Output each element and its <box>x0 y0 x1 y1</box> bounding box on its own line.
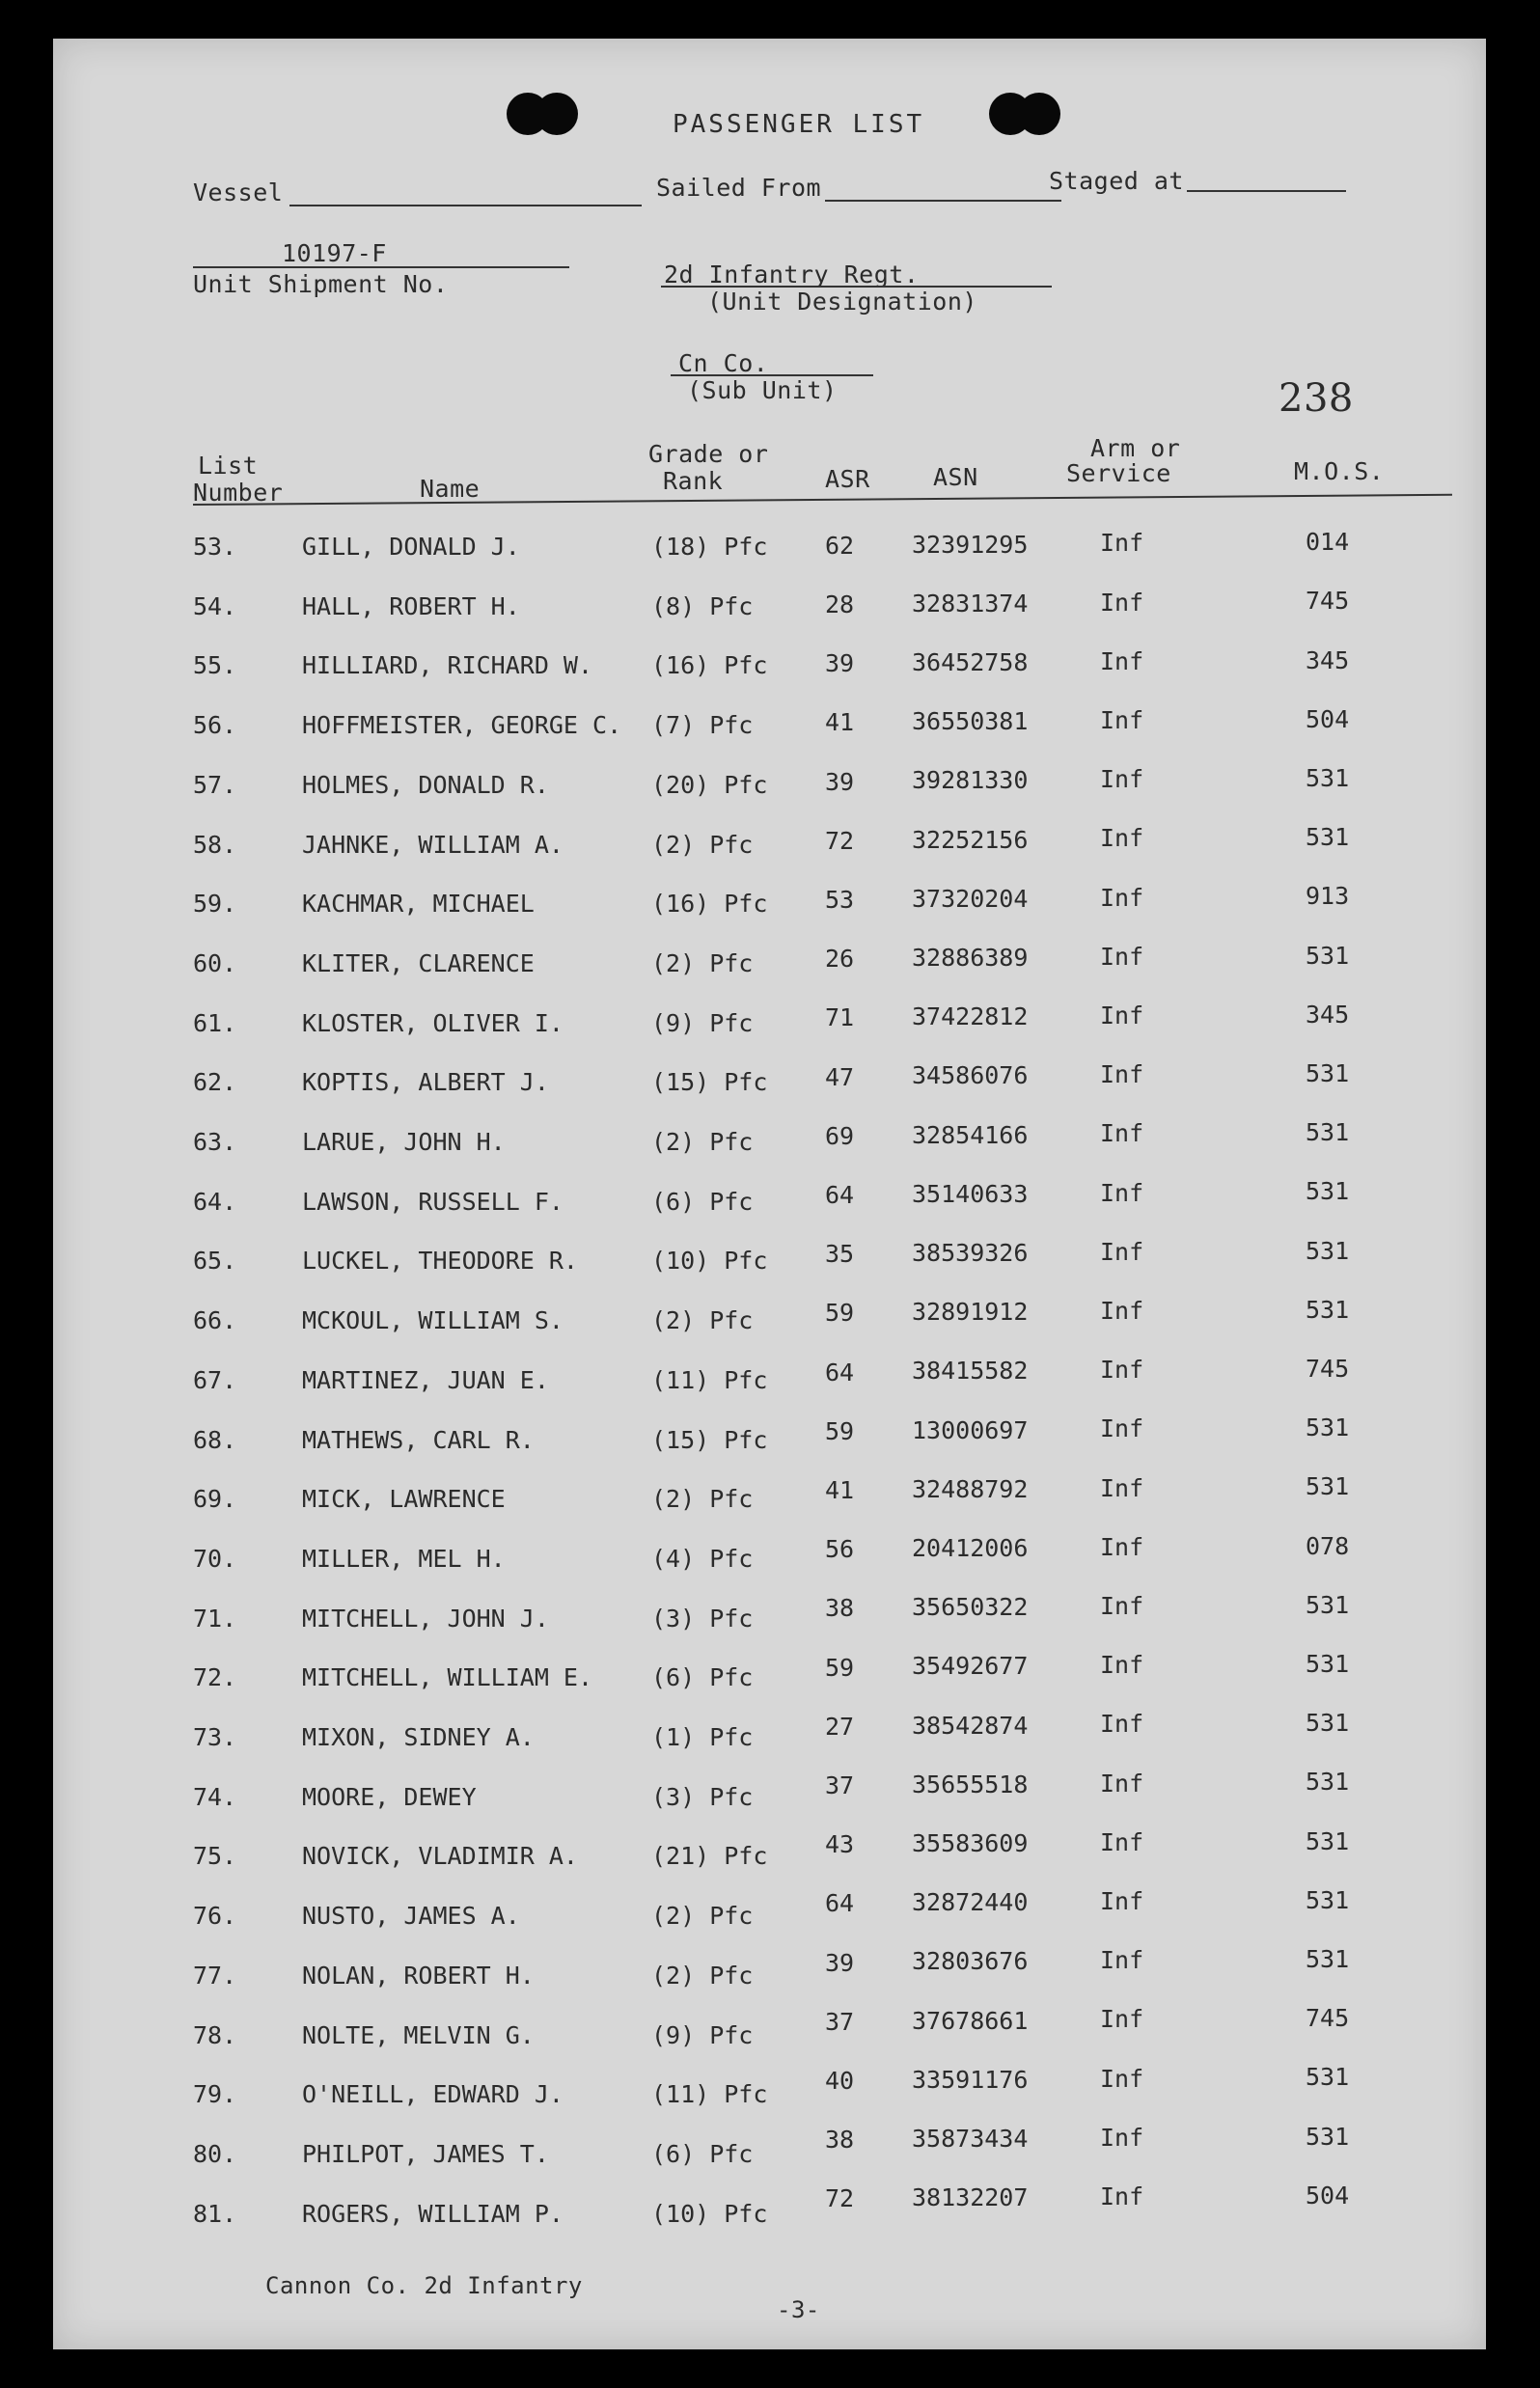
list-number: 66. <box>193 1306 237 1335</box>
passenger-name: HALL, ROBERT H. <box>302 591 520 620</box>
asr-score: 72 <box>825 826 855 855</box>
arm-service: Inf <box>1100 1473 1144 1502</box>
serial-number: 32803676 <box>912 1947 1029 1976</box>
mos-code: 531 <box>1306 1945 1350 1973</box>
mos-code: 531 <box>1306 1118 1350 1147</box>
col-asn: ASN <box>933 463 978 491</box>
list-number: 64. <box>193 1187 237 1216</box>
table-row <box>53 1059 1486 1107</box>
list-number: 76. <box>193 1902 237 1931</box>
mos-code: 504 <box>1306 2181 1350 2210</box>
list-number: 62. <box>193 1068 237 1097</box>
arm-service: Inf <box>1100 529 1144 558</box>
grade-rank: (4) Pfc <box>651 1544 754 1573</box>
mos-code: 745 <box>1306 1355 1350 1383</box>
passenger-name: HOLMES, DONALD R. <box>302 770 549 799</box>
table-row <box>53 941 1486 988</box>
arm-service: Inf <box>1100 1237 1144 1266</box>
grade-rank: (9) Pfc <box>651 2020 754 2049</box>
mos-code: 531 <box>1306 1177 1350 1206</box>
passenger-name: HILLIARD, RICHARD W. <box>302 651 593 680</box>
list-number: 81. <box>193 2199 237 2228</box>
asr-score: 27 <box>825 1712 855 1741</box>
arm-service: Inf <box>1100 765 1144 794</box>
list-number: 63. <box>193 1128 237 1156</box>
sailed-from-label: Sailed From <box>656 174 822 202</box>
col-grade-2: Rank <box>663 467 724 495</box>
grade-rank: (2) Pfc <box>651 948 754 977</box>
arm-service: Inf <box>1100 2182 1144 2210</box>
asr-score: 38 <box>825 1594 855 1623</box>
table-row <box>53 1885 1486 1940</box>
asr-score: 40 <box>825 2067 855 2095</box>
table-row <box>53 2181 1486 2238</box>
grade-rank: (8) Pfc <box>651 591 754 620</box>
grade-rank: (11) Pfc <box>651 2080 768 2109</box>
arm-service: Inf <box>1100 824 1144 853</box>
list-number: 56. <box>193 711 237 740</box>
table-row <box>53 764 1486 810</box>
grade-rank: (6) Pfc <box>651 1187 754 1216</box>
grade-rank: (11) Pfc <box>651 1365 768 1394</box>
asr-score: 28 <box>825 590 855 618</box>
passenger-name: MOORE, DEWEY <box>302 1782 477 1811</box>
asr-score: 69 <box>825 1121 855 1150</box>
list-number: 74. <box>193 1782 237 1811</box>
document-title: PASSENGER LIST <box>673 110 925 139</box>
list-number: 73. <box>193 1723 237 1751</box>
serial-number: 35873434 <box>912 2125 1029 2153</box>
passenger-list-page <box>53 39 1486 2349</box>
arm-service: Inf <box>1100 1060 1144 1089</box>
grade-rank: (6) Pfc <box>651 1663 754 1692</box>
passenger-name: MCKOUL, WILLIAM S. <box>302 1306 564 1335</box>
table-row <box>53 1414 1486 1465</box>
unit-shipment-line <box>193 266 569 268</box>
grade-rank: (2) Pfc <box>651 1306 754 1335</box>
grade-rank: (9) Pfc <box>651 1008 754 1037</box>
mos-code: 531 <box>1306 823 1350 852</box>
arm-service: Inf <box>1100 1887 1144 1915</box>
arm-service: Inf <box>1100 942 1144 971</box>
passenger-name: NOLTE, MELVIN G. <box>302 2020 535 2049</box>
list-number: 80. <box>193 2139 237 2168</box>
serial-number: 36550381 <box>912 707 1029 736</box>
arm-service: Inf <box>1100 1297 1144 1325</box>
table-row <box>53 2063 1486 2119</box>
passenger-name: LARUE, JOHN H. <box>302 1128 506 1156</box>
arm-service: Inf <box>1100 883 1144 912</box>
serial-number: 37678661 <box>912 2006 1029 2035</box>
asr-score: 72 <box>825 2184 855 2213</box>
serial-number: 32252156 <box>912 825 1029 854</box>
table-row <box>53 882 1486 928</box>
mos-code: 531 <box>1306 2122 1350 2151</box>
list-number: 67. <box>193 1365 237 1394</box>
serial-number: 32872440 <box>912 1888 1029 1917</box>
arm-service: Inf <box>1100 1119 1144 1148</box>
grade-rank: (2) Pfc <box>651 1128 754 1156</box>
serial-number: 32886389 <box>912 944 1029 972</box>
mos-code: 745 <box>1306 2004 1350 2033</box>
passenger-name: MICK, LAWRENCE <box>302 1485 506 1514</box>
mos-code: 913 <box>1306 882 1350 911</box>
asr-score: 41 <box>825 708 855 737</box>
table-row <box>53 1472 1486 1523</box>
mos-code: 745 <box>1306 587 1350 616</box>
grade-rank: (3) Pfc <box>651 1604 754 1633</box>
asr-score: 39 <box>825 649 855 678</box>
asr-score: 47 <box>825 1062 855 1091</box>
grade-rank: (2) Pfc <box>651 1902 754 1931</box>
grade-rank: (1) Pfc <box>651 1723 754 1751</box>
table-row <box>53 2122 1486 2179</box>
list-number: 70. <box>193 1544 237 1573</box>
col-list-number-1: List <box>198 452 259 480</box>
list-number: 55. <box>193 651 237 680</box>
asr-score: 26 <box>825 945 855 974</box>
serial-number: 35140633 <box>912 1179 1029 1208</box>
mos-code: 531 <box>1306 1472 1350 1501</box>
list-number: 71. <box>193 1604 237 1633</box>
asr-score: 53 <box>825 886 855 914</box>
staged-at-line <box>1187 190 1346 192</box>
footer-unit-note: Cannon Co. 2d Infantry <box>265 2272 583 2299</box>
table-row <box>53 823 1486 869</box>
mos-code: 531 <box>1306 764 1350 792</box>
asr-score: 59 <box>825 1299 855 1328</box>
passenger-name: JAHNKE, WILLIAM A. <box>302 830 564 859</box>
asr-score: 59 <box>825 1416 855 1445</box>
grade-rank: (15) Pfc <box>651 1425 768 1454</box>
grade-rank: (2) Pfc <box>651 1485 754 1514</box>
passenger-name: O'NEILL, EDWARD J. <box>302 2080 564 2109</box>
col-list-number-2: Number <box>193 479 284 507</box>
grade-rank: (16) Pfc <box>651 890 768 919</box>
arm-service: Inf <box>1100 1356 1144 1385</box>
passenger-name: GILL, DONALD J. <box>302 533 520 561</box>
serial-number: 38542874 <box>912 1711 1029 1740</box>
asr-score: 64 <box>825 1358 855 1386</box>
table-row <box>53 1826 1486 1880</box>
table-row <box>53 1118 1486 1167</box>
passenger-name: MITCHELL, WILLIAM E. <box>302 1663 593 1692</box>
table-row <box>53 587 1486 631</box>
mos-code: 531 <box>1306 1768 1350 1797</box>
passenger-name: KACHMAR, MICHAEL <box>302 890 535 919</box>
passenger-name: KLOSTER, OLIVER I. <box>302 1008 564 1037</box>
passenger-name: LAWSON, RUSSELL F. <box>302 1187 564 1216</box>
arm-service: Inf <box>1100 2064 1144 2093</box>
mos-code: 531 <box>1306 1650 1350 1678</box>
table-row <box>53 1531 1486 1583</box>
col-name: Name <box>420 475 481 503</box>
serial-number: 32891912 <box>912 1298 1029 1327</box>
list-number: 75. <box>193 1842 237 1871</box>
asr-score: 35 <box>825 1240 855 1269</box>
mos-code: 531 <box>1306 1295 1350 1324</box>
table-row <box>53 1177 1486 1226</box>
list-number: 68. <box>193 1425 237 1454</box>
passenger-name: KOPTIS, ALBERT J. <box>302 1068 549 1097</box>
table-row <box>53 645 1486 690</box>
arm-service: Inf <box>1100 1710 1144 1739</box>
serial-number: 38415582 <box>912 1357 1029 1386</box>
list-number: 79. <box>193 2080 237 2109</box>
list-number: 58. <box>193 830 237 859</box>
list-number: 61. <box>193 1008 237 1037</box>
table-row <box>53 1945 1486 2000</box>
col-arm-1: Arm or <box>1090 434 1181 462</box>
punch-hole-right-2 <box>1018 93 1060 135</box>
header-rule <box>193 494 1452 506</box>
table-row <box>53 1295 1486 1345</box>
serial-number: 38132207 <box>912 2183 1029 2212</box>
arm-service: Inf <box>1100 2123 1144 2152</box>
serial-number: 36452758 <box>912 648 1029 676</box>
col-arm-2: Service <box>1066 459 1171 487</box>
passenger-name: MILLER, MEL H. <box>302 1544 506 1573</box>
mos-code: 531 <box>1306 1414 1350 1442</box>
grade-rank: (18) Pfc <box>651 533 768 561</box>
grade-rank: (21) Pfc <box>651 1842 768 1871</box>
unit-designation: 2d Infantry Regt. <box>664 261 920 288</box>
list-number: 69. <box>193 1485 237 1514</box>
passenger-name: MATHEWS, CARL R. <box>302 1425 535 1454</box>
grade-rank: (20) Pfc <box>651 770 768 799</box>
arm-service: Inf <box>1100 706 1144 734</box>
serial-number: 39281330 <box>912 766 1029 795</box>
mos-code: 531 <box>1306 1236 1350 1265</box>
asr-score: 39 <box>825 767 855 796</box>
passenger-name: ROGERS, WILLIAM P. <box>302 2199 564 2228</box>
arm-service: Inf <box>1100 1178 1144 1207</box>
sub-unit: Cn Co. <box>678 349 769 377</box>
asr-score: 37 <box>825 1771 855 1799</box>
grade-rank: (6) Pfc <box>651 2139 754 2168</box>
passenger-name: NOVICK, VLADIMIR A. <box>302 1842 578 1871</box>
serial-number: 35650322 <box>912 1593 1029 1622</box>
mos-code: 014 <box>1306 528 1350 557</box>
arm-service: Inf <box>1100 1532 1144 1561</box>
mos-code: 345 <box>1306 645 1350 674</box>
col-asr: ASR <box>825 465 870 493</box>
grade-rank: (15) Pfc <box>651 1068 768 1097</box>
sub-unit-label: (Sub Unit) <box>687 376 838 404</box>
staged-at-label: Staged at <box>1049 167 1184 195</box>
list-number: 59. <box>193 890 237 919</box>
grade-rank: (3) Pfc <box>651 1782 754 1811</box>
serial-number: 35583609 <box>912 1829 1029 1857</box>
passenger-name: PHILPOT, JAMES T. <box>302 2139 549 2168</box>
list-number: 57. <box>193 770 237 799</box>
serial-number: 38539326 <box>912 1239 1029 1267</box>
grade-rank: (2) Pfc <box>651 1961 754 1990</box>
mos-code: 531 <box>1306 941 1350 970</box>
serial-number: 37320204 <box>912 884 1029 913</box>
passenger-name: NUSTO, JAMES A. <box>302 1902 520 1931</box>
serial-number: 32831374 <box>912 589 1029 618</box>
list-number: 54. <box>193 591 237 620</box>
grade-rank: (16) Pfc <box>651 651 768 680</box>
asr-score: 62 <box>825 531 855 560</box>
serial-number: 13000697 <box>912 1415 1029 1444</box>
table-row <box>53 704 1486 750</box>
vessel-line <box>289 205 642 206</box>
page-stamp: 238 <box>1279 376 1354 421</box>
asr-score: 71 <box>825 1003 855 1032</box>
table-row <box>53 1355 1486 1405</box>
vessel-label: Vessel <box>193 178 284 206</box>
arm-service: Inf <box>1100 1827 1144 1856</box>
mos-code: 531 <box>1306 2063 1350 2092</box>
arm-service: Inf <box>1100 2005 1144 2034</box>
mos-code: 531 <box>1306 1885 1350 1914</box>
asr-score: 38 <box>825 2126 855 2155</box>
asr-score: 43 <box>825 1830 855 1859</box>
arm-service: Inf <box>1100 1651 1144 1680</box>
mos-code: 531 <box>1306 1826 1350 1855</box>
passenger-name: MITCHELL, JOHN J. <box>302 1604 549 1633</box>
punch-hole-left-2 <box>536 93 578 135</box>
arm-service: Inf <box>1100 1414 1144 1443</box>
list-number: 65. <box>193 1247 237 1276</box>
arm-service: Inf <box>1100 1946 1144 1975</box>
asr-score: 41 <box>825 1476 855 1504</box>
mos-code: 531 <box>1306 1059 1350 1087</box>
passenger-name: NOLAN, ROBERT H. <box>302 1961 535 1990</box>
arm-service: Inf <box>1100 646 1144 675</box>
unit-shipment-number: 10197-F <box>282 239 387 267</box>
asr-score: 39 <box>825 1948 855 1977</box>
serial-number: 20412006 <box>912 1534 1029 1562</box>
list-number: 77. <box>193 1961 237 1990</box>
mos-code: 078 <box>1306 1531 1350 1560</box>
table-row <box>53 1709 1486 1762</box>
asr-score: 64 <box>825 1181 855 1209</box>
mos-code: 531 <box>1306 1590 1350 1619</box>
grade-rank: (10) Pfc <box>651 2199 768 2228</box>
passenger-name: KLITER, CLARENCE <box>302 948 535 977</box>
mos-code: 531 <box>1306 1709 1350 1738</box>
passenger-name: MIXON, SIDNEY A. <box>302 1723 535 1751</box>
serial-number: 35655518 <box>912 1770 1029 1798</box>
serial-number: 32854166 <box>912 1120 1029 1149</box>
serial-number: 32391295 <box>912 530 1029 559</box>
passenger-name: MARTINEZ, JUAN E. <box>302 1365 549 1394</box>
table-row <box>53 1236 1486 1285</box>
unit-shipment-label: Unit Shipment No. <box>193 270 449 298</box>
table-row <box>53 2004 1486 2060</box>
col-grade-1: Grade or <box>648 440 769 468</box>
sailed-from-line <box>825 200 1061 202</box>
list-number: 60. <box>193 948 237 977</box>
unit-designation-label: (Unit Designation) <box>707 288 977 316</box>
grade-rank: (2) Pfc <box>651 830 754 859</box>
grade-rank: (10) Pfc <box>651 1247 768 1276</box>
footer-page-number: -3- <box>777 2296 820 2323</box>
arm-service: Inf <box>1100 1769 1144 1798</box>
table-row <box>53 528 1486 571</box>
asr-score: 59 <box>825 1653 855 1682</box>
grade-rank: (7) Pfc <box>651 711 754 740</box>
mos-code: 504 <box>1306 704 1350 733</box>
asr-score: 64 <box>825 1889 855 1918</box>
serial-number: 32488792 <box>912 1474 1029 1503</box>
table-row <box>53 1000 1486 1048</box>
passenger-name: HOFFMEISTER, GEORGE C. <box>302 711 622 740</box>
serial-number: 34586076 <box>912 1061 1029 1090</box>
col-mos: M.O.S. <box>1294 457 1385 485</box>
table-row <box>53 1650 1486 1702</box>
serial-number: 37422812 <box>912 1002 1029 1031</box>
serial-number: 35492677 <box>912 1652 1029 1681</box>
arm-service: Inf <box>1100 1002 1144 1029</box>
asr-score: 56 <box>825 1535 855 1564</box>
table-row <box>53 1768 1486 1822</box>
passenger-name: LUCKEL, THEODORE R. <box>302 1247 578 1276</box>
arm-service: Inf <box>1100 588 1144 617</box>
list-number: 78. <box>193 2020 237 2049</box>
list-number: 53. <box>193 533 237 561</box>
arm-service: Inf <box>1100 1592 1144 1620</box>
mos-code: 345 <box>1306 1000 1350 1029</box>
list-number: 72. <box>193 1663 237 1692</box>
asr-score: 37 <box>825 2007 855 2036</box>
table-row <box>53 1590 1486 1643</box>
serial-number: 33591176 <box>912 2065 1029 2094</box>
